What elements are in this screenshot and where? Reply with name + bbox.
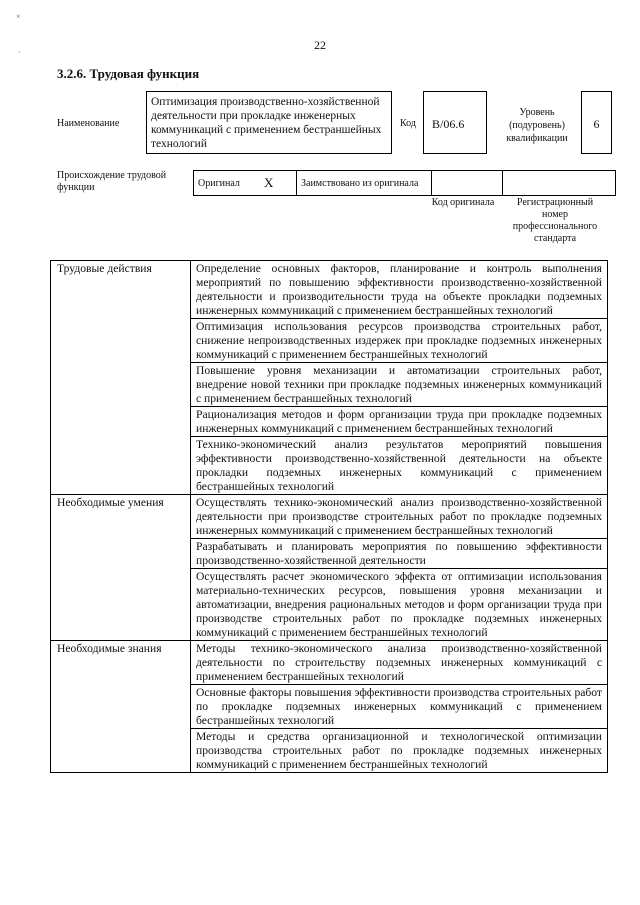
qualification-level: 6 [581,91,612,154]
table-cell: Оптимизация использования ресурсов производства строительных работ, снижение непроизводственных издержек при прокладке подземных инженерных коммуникаций с применением бестраншейных технологий [191,319,608,363]
table-cell: Определение основных факторов, планирование и контроль выполнения мероприятий по повышению эффективности производственно-хозяйственной деятельности и производительности труда на объекте прокладки подземных инженерных коммуникаций с применением бестраншейных технологий [191,261,608,319]
table-cell: Методы и средства организационной и технологической оптимизации производства строительных работ по прокладке подземных инженерных коммуникаций с применением бестраншейных технологий [191,729,608,773]
original-label: Оригинал [194,171,261,196]
code-original-label: Код оригинала [431,197,495,208]
section-title-actions: Трудовые действия [51,261,191,495]
reg-number-label: Регистрационный номер профессионального стандарта [512,197,598,244]
table-row [51,495,608,539]
margin-mark: × [16,12,21,21]
code-original-cell [432,171,503,196]
table-cell: Основные факторы повышения эффективности производства строительных работ по прокладке подземных инженерных коммуникаций с применением бестраншейных технологий [191,685,608,729]
section-title-knowledge: Необходимые знания [51,641,191,773]
borrowed-label: Заимствовано из оригинала [297,171,432,196]
margin-mark: · [18,48,21,57]
table-cell: Методы технико-экономического анализа производственно-хозяйственной деятельности по строительству подземных инженерных коммуникаций с применением бестраншейных технологий [191,641,608,685]
name-label: Наименование [57,118,120,129]
table-cell: Технико-экономический анализ результатов мероприятий повышения эффективности производственно-хозяйственной деятельности на объекте прокладки подземных инженерных коммуникаций с применением бестраншейных технологий [191,437,608,495]
reg-number-cell [503,171,616,196]
origin-table [193,170,616,196]
table-cell: Осуществлять технико-экономический анализ производственно-хозяйственной деятельности при производстве строительных работ по прокладке подземных инженерных коммуникаций с применением бестраншейных технологий [191,495,608,539]
function-name: Оптимизация производственно-хозяйственной деятельности при прокладке инженерных коммуникаций с применением бестраншейных технологий [146,91,392,154]
table-row [51,261,608,319]
function-code: B/06.6 [423,91,487,154]
section-title-skills: Необходимые умения [51,495,191,641]
page-number: 22 [314,38,326,52]
level-label: Уровень (подуровень) квалификации [506,107,568,144]
table-cell: Разрабатывать и планировать мероприятия по повышению эффективности производственно-хозяйственной деятельности [191,539,608,569]
table-cell: Рационализация методов и форм организации труда при прокладке подземных инженерных коммуникаций с применением бестраншейных технологий [191,407,608,437]
section-title: 3.2.6. Трудовая функция [57,66,200,81]
origin-label: Происхождение трудовой функции [57,170,167,193]
table-cell: Повышение уровня механизации и автоматизации строительных работ, внедрение новой техники при прокладке подземных инженерных коммуникаций с применением бестраншейных технологий [191,363,608,407]
original-mark: X [260,171,297,196]
function-details-table [50,260,608,773]
table-cell: Осуществлять расчет экономического эффекта от оптимизации использования материально-технических ресурсов, повышения уровня механизации и автоматизации, внедрения рациональных методов и форм организации труда при производстве строительных работ по прокладке подземных инженерных коммуникаций с применением бестраншейных технологий [191,569,608,641]
table-row [51,641,608,685]
code-label: Код [400,118,416,129]
